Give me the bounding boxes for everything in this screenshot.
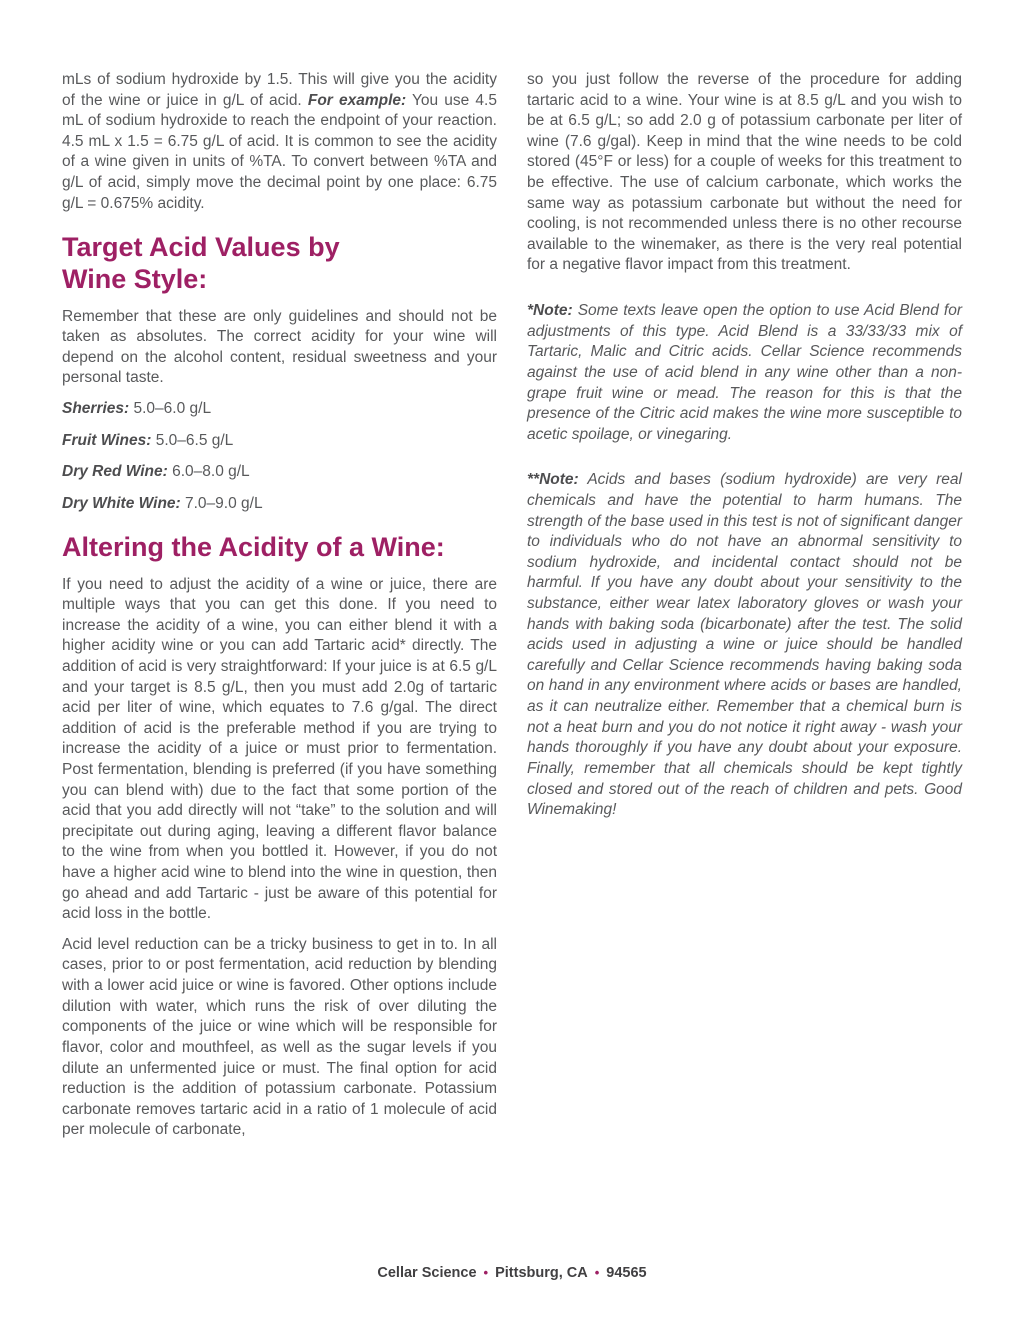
list-item-dry-white-wine bbox=[62, 494, 497, 515]
paragraph-guidelines-intro: Remember that these are only guidelines and should not be taken as absolutes. The correct acidity for your wine will depend on the alcohol content, residual sweetness and your personal taste. bbox=[62, 307, 497, 387]
footer-bullet-icon: • bbox=[483, 1265, 489, 1280]
list-item-label: Sherries: bbox=[62, 399, 130, 417]
note-text: Some texts leave open the option to use Acid Blend for adjustments of this type. Acid Blend is a 33/33/33 mix of Tartaric, Malic and Citric acids. Cellar Science recommends against the use of acid blend in any wine other than a non-grape fruit wine or mead. The reason for this is that the presence of the Citric acid makes the wine more susceptible to acetic spoilage, or vinegaring. bbox=[527, 302, 962, 443]
heading-target-acid-values bbox=[62, 231, 497, 295]
heading-line-2: Wine Style: bbox=[62, 264, 208, 295]
right-column bbox=[527, 70, 962, 1151]
paragraph-potassium-carbonate: so you just follow the reverse of the procedure for adding tartaric acid to a wine. Your wine is at 8.5 g/L and you wish to be at 6.5 g/L; so add 2.0 g of potassium carbonate per liter of wine (7.6 g/gal). Keep in mind that the wine needs to be cold stored (45°F or less) for a couple of weeks for this treatment to be effective. The use of calcium carbonate, which works the same way as potassium carbonate but without the need for cooling, is not recommended unless there is no other recourse available to the winemaker, as there is the very real potential for a negative flavor impact from this treatment. bbox=[527, 71, 962, 274]
list-item-fruit-wines bbox=[62, 431, 497, 452]
footer-zip: 94565 bbox=[606, 1265, 647, 1281]
left-column bbox=[62, 70, 497, 1151]
footer-brand: Cellar Science bbox=[377, 1265, 477, 1281]
heading-altering-acidity: Altering the Acidity of a Wine: bbox=[62, 532, 445, 563]
note-label: **Note: bbox=[527, 471, 579, 489]
two-column-layout bbox=[62, 70, 962, 1151]
note-label: *Note: bbox=[527, 302, 573, 320]
list-item-dry-red-wine bbox=[62, 462, 497, 483]
paragraph-text: mLs of sodium hydroxide by 1.5. This will give you the acidity of the wine or juice in g/L of acid. bbox=[62, 71, 497, 109]
paragraph-acid-reduction: Acid level reduction can be a tricky business to get in to. In all cases, prior to or post fermentation, acid reduction by blending with a lower acid juice or wine is favored. Other options include dilution with water, which runs the risk of over diluting the components of the juice or wine which will be responsible for flavor, color and mouthfeel, as well as the sugar levels if you dilute an unfermented juice or must. The final option for acid reduction is the addition of potassium carbonate. Potassium carbonate removes tartaric acid in a ratio of 1 molecule of acid per molecule of carbonate, bbox=[62, 935, 497, 1139]
list-item-label: Dry Red Wine: bbox=[62, 463, 168, 481]
list-item-value: 5.0–6.5 g/L bbox=[151, 431, 234, 449]
list-item-sherries bbox=[62, 399, 497, 420]
list-item-value: 5.0–6.0 g/L bbox=[129, 399, 212, 417]
page-footer bbox=[0, 1265, 1024, 1281]
list-item-value: 6.0–8.0 g/L bbox=[167, 463, 250, 481]
heading-line-1: Target Acid Values by bbox=[62, 232, 340, 263]
note-text: Acids and bases (sodium hydroxide) are very real chemicals and have the potential to harm humans. The strength of the base used in this test is not of significant danger to individuals who do not have an abnormal sensitivity to sodium hydroxide, and incidental contact should not be harmful. If you have any doubt about your sensitivity to the substance, either wear latex laboratory gloves or wash your hands with baking soda (bicarbonate) after the test. The solid acids used in adjusting a wine or juice should be handled carefully and Cellar Science recommends having baking soda on hand in any environment where acids or bases are handled, as it can neutralize either. Remember that a chemical burn is not a heat burn and you do not notice it right away - wash your hands thoroughly if you have any doubt about your exposure. Finally, remember that all chemicals should be kept tightly closed and stored out of the reach of children and pets. Good Winemaking! bbox=[527, 471, 962, 819]
footer-bullet-icon: • bbox=[594, 1265, 600, 1280]
list-item-label: Fruit Wines: bbox=[62, 431, 152, 449]
note-acid-blend bbox=[527, 301, 962, 445]
note-safety bbox=[527, 470, 962, 820]
paragraph-adjusting-acidity: If you need to adjust the acidity of a wine or juice, there are multiple ways that you can get this done. If you need to increase the acidity of a wine, you can either blend it with a higher acidity wine or you can add Tartaric acid* directly. The addition of acid is very straightforward: If your juice is at 6.5 g/L and your target is 8.5 g/L, then you must add 2.0g of tartaric acid per liter of wine, which equates to 7.6 g/gal. The direct addition of acid is the preferable method if you are trying to increase the acidity of a juice or must prior to fermentation. Post fermentation, blending is preferred (if you have something you can blend with) due to the fact that some portion of the acid that you add directly will not “take” to the solution and will precipitate out during aging, leaving a different flavor balance to the wine from when you bottled it. However, if you do not have a higher acid wine to blend into the wine in question, then go ahead and add Tartaric - just be aware of this potential for acid loss in the bottle. bbox=[62, 575, 497, 923]
footer-location: Pittsburg, CA bbox=[495, 1265, 588, 1281]
paragraph-text: You use 4.5 mL of sodium hydroxide to reach the endpoint of your reaction. 4.5 mL x 1.5 = 6.75 g/L of acid. It is common to see the acidity of a wine given in units of %TA. To convert between %TA and g/L of acid, simply move the decimal point by one place: 6.75 g/L = 0.675% acidity. bbox=[62, 91, 497, 212]
paragraph-acid-calculation bbox=[62, 70, 497, 214]
inline-emphasis-for-example: For example: bbox=[307, 91, 407, 109]
list-item-value: 7.0–9.0 g/L bbox=[180, 494, 263, 512]
list-item-label: Dry White Wine: bbox=[62, 494, 181, 512]
